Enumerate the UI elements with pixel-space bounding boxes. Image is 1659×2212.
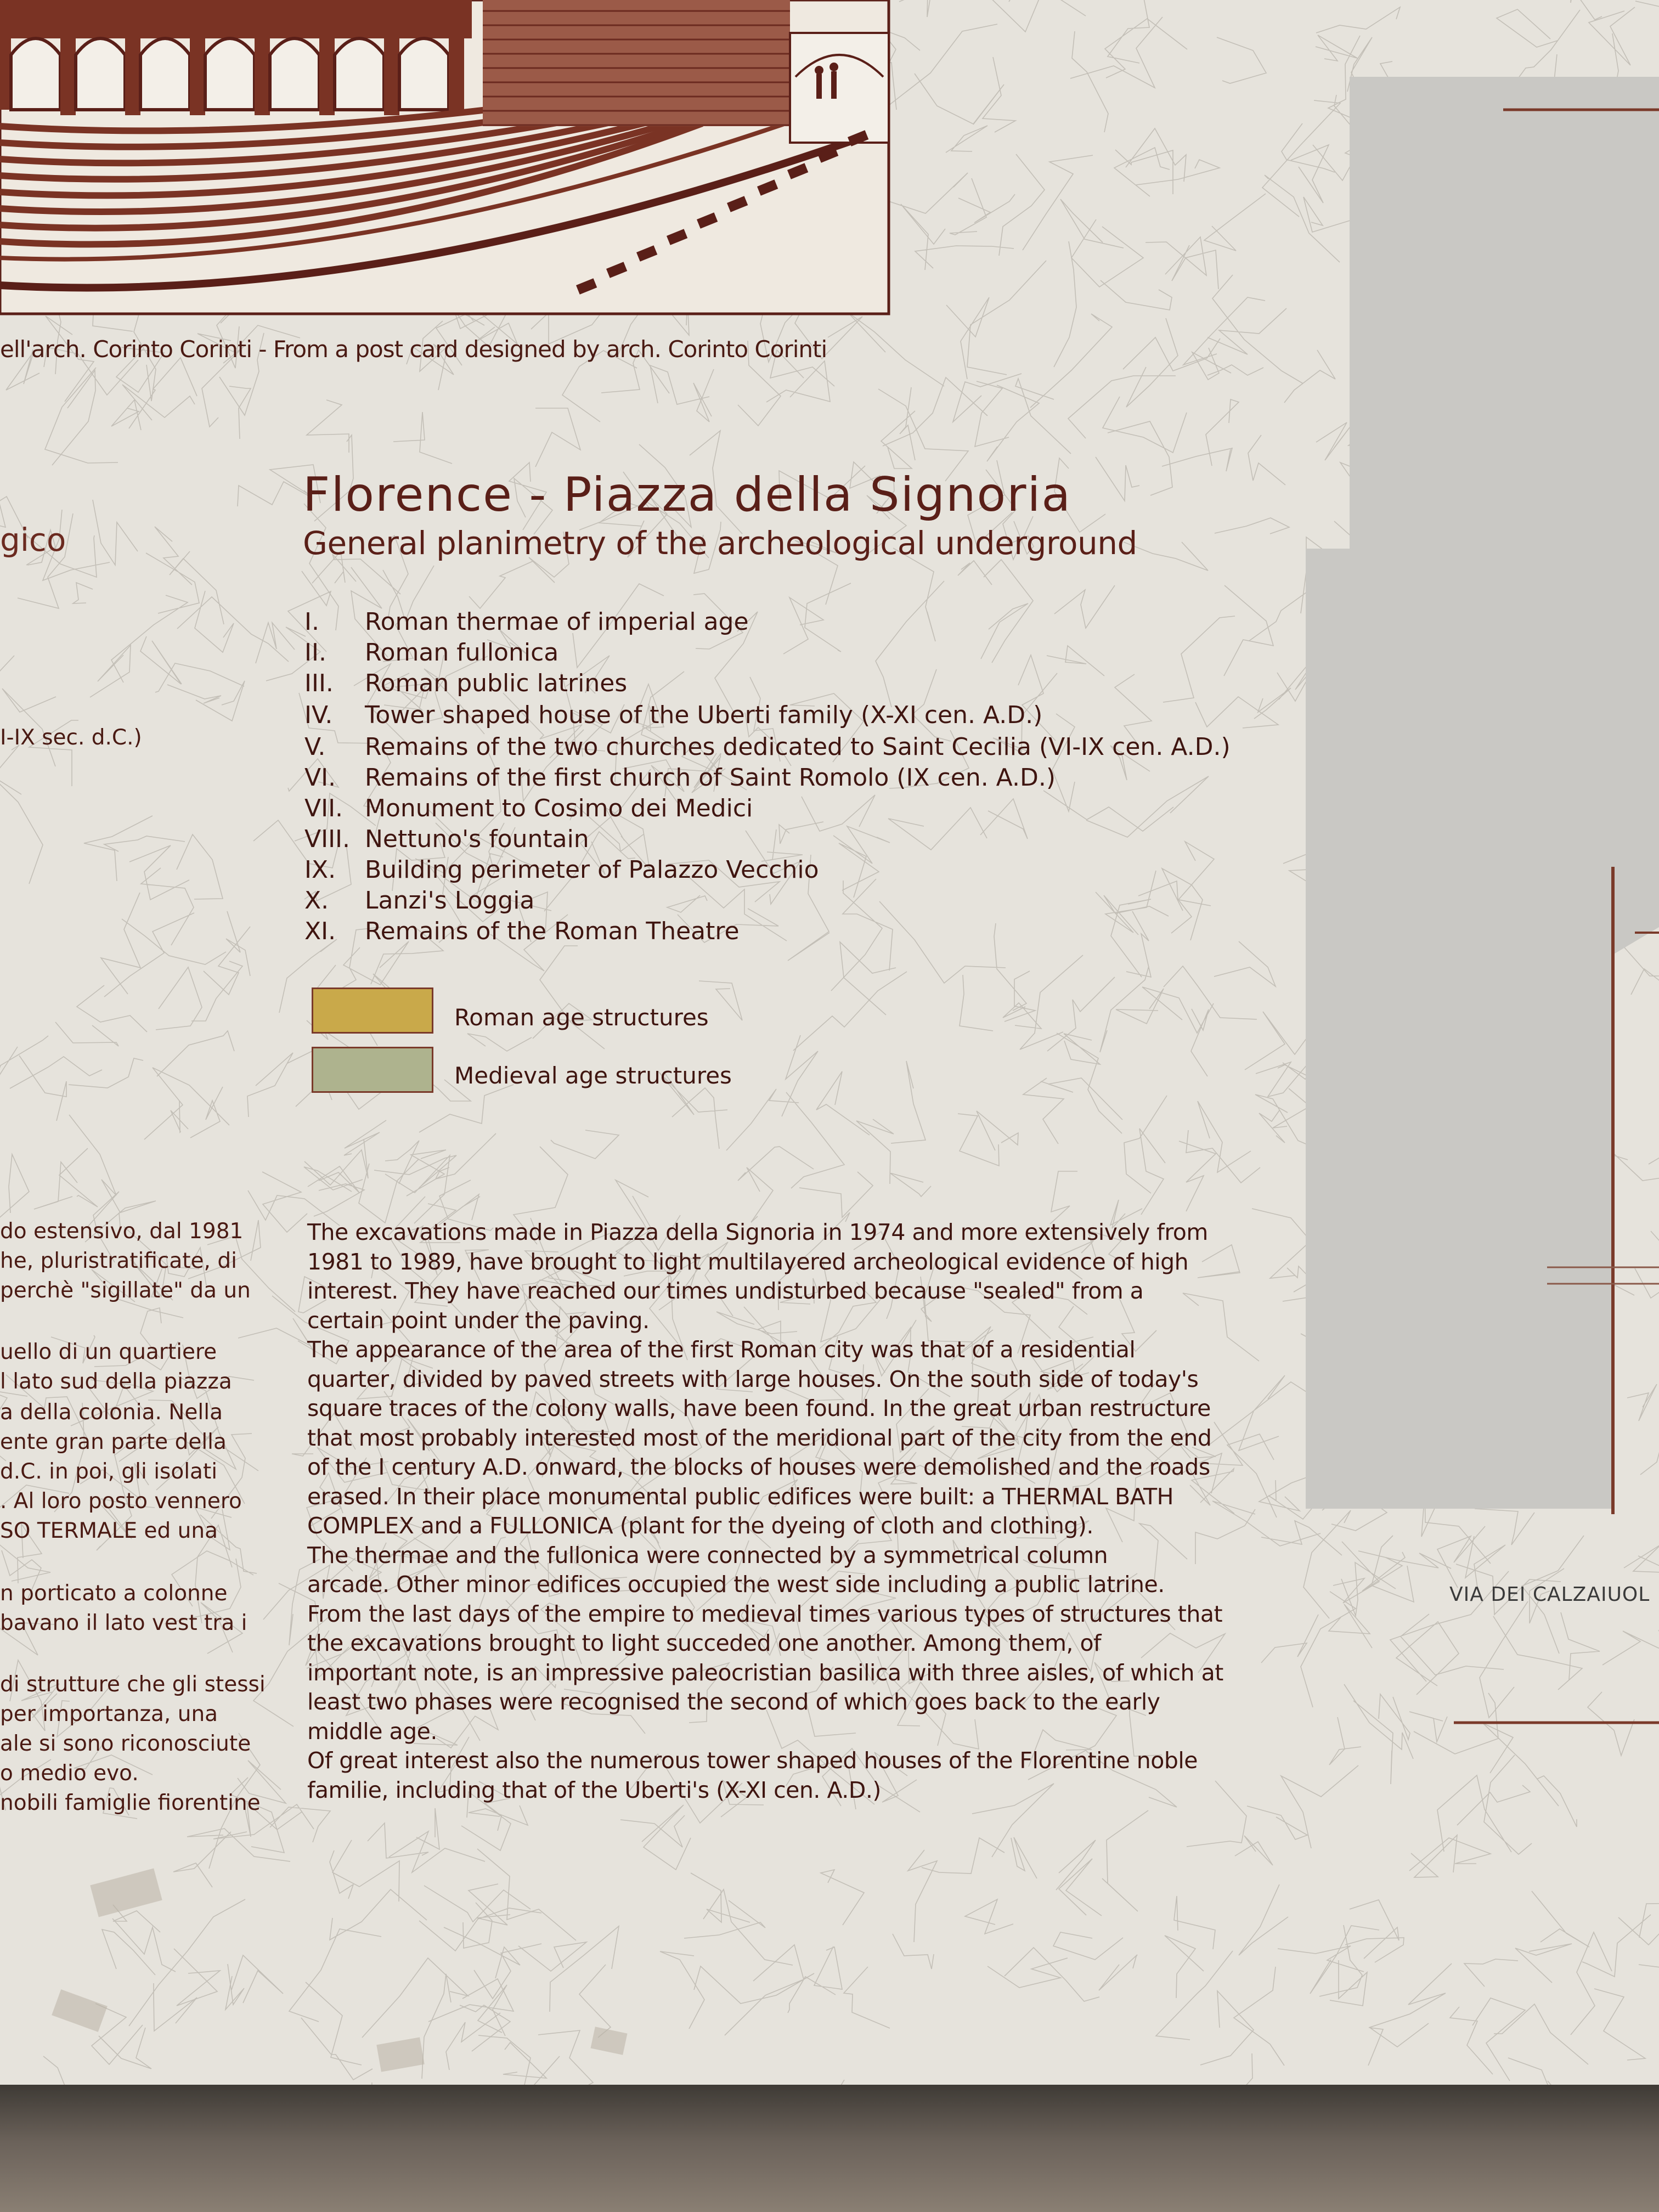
legend-item [304,733,1231,761]
body-text-line: From the last days of the empire to medieval times various types of structures that [307,1600,1223,1627]
body-text-line: middle age. [307,1718,437,1745]
legend-item-text: Nettuno's fountain [365,825,589,853]
legend-item-text: Tower shaped house of the Uberti family (X-XI cen. A.D.) [365,701,1043,729]
legend-item-numeral: V. [304,733,326,761]
body-text-line: the excavations brought to light succeded one another. Among them, of [307,1630,1101,1656]
italian-text-line: uello di un quartiere [0,1340,217,1364]
legend-item [304,764,1056,792]
legend-item-numeral: VI. [304,764,336,792]
italian-text-line: n porticato a colonne [0,1581,228,1606]
body-text-line: The appearance of the area of the first Roman city was that of a residential [307,1336,1136,1363]
italian-text-line: di strutture che gli stessi [0,1672,266,1697]
body-text-line: COMPLEX and a FULLONICA (plant for the dyeing of cloth and clothing). [307,1513,1093,1539]
legend-item [304,669,627,697]
medieval-age-swatch [312,1047,433,1093]
engraving-illustration [0,0,900,318]
italian-text-line: bavano il lato vest tra i [0,1611,247,1635]
italian-text-line: d.C. in poi, gli isolati [0,1459,218,1484]
left-fragment-line: I-IX sec. d.C.) [0,725,142,750]
body-text-line: 1981 to 1989, have brought to light multilayered archeological evidence of high [307,1248,1189,1275]
body-text-line: interest. They have reached our times undisturbed because "sealed" from a [307,1278,1144,1304]
body-text-line: The thermae and the fullonica were connected by a symmetrical column [307,1542,1108,1568]
legend-item-text: Remains of the two churches dedicated to Saint Cecilia (VI-IX cen. A.D.) [365,733,1231,761]
body-text-line: square traces of the colony walls, have been found. In the great urban restructure [307,1395,1211,1421]
pavement-ground [0,2085,1659,2212]
body-text-line: quarter, divided by paved streets with large houses. On the south side of today's [307,1365,1199,1392]
legend-item-numeral: VII. [304,794,343,822]
legend-item-text: Lanzi's Loggia [365,887,535,915]
italian-text-line: nobili famiglie fiorentine [0,1791,261,1815]
legend-item-numeral: XI. [304,917,336,945]
body-text-line: The excavations made in Piazza della Signoria in 1974 and more extensively from [307,1219,1208,1245]
legend-item [304,608,749,636]
left-heading-fragment: gico [0,521,66,558]
legend-item [304,794,753,822]
body-text-line: familie, including that of the Uberti's (X-XI cen. A.D.) [307,1776,881,1803]
page-title: Florence - Piazza della Signoria [303,467,1072,522]
body-text-line: important note, is an impressive paleocristian basilica with three aisles, of which at [307,1659,1223,1686]
body-text-line: certain point under the paving. [307,1307,650,1334]
street-label-via-dei-calzaiuoli: VIA DEI CALZAIUOL [1449,1583,1650,1606]
legend-item [304,887,534,915]
body-text-line: least two phases were recognised the second of which goes back to the early [307,1689,1160,1715]
site-map-fragment [1306,77,1659,1887]
italian-text-line: he, pluristratificate, di [0,1249,237,1273]
legend-item [304,825,589,853]
legend-item-text: Monument to Cosimo dei Medici [365,794,753,822]
italian-text-line: do estensivo, dal 1981 [0,1219,244,1244]
legend-item-numeral: II. [304,639,326,667]
legend-item [304,856,819,884]
legend-item-numeral: VIII. [304,825,351,853]
legend-item-numeral: III. [304,669,334,697]
italian-text-line: ale si sono riconosciute [0,1731,251,1756]
italian-text-line: o medio evo. [0,1761,139,1786]
medieval-age-label: Medieval age structures [454,1062,732,1089]
italian-text-line: a della colonia. Nella [0,1400,223,1425]
italian-text-line: perchè "sigillate" da un [0,1278,251,1303]
body-text-line: erased. In their place monumental public edifices were built: a THERMAL BATH [307,1483,1173,1510]
body-text-line: that most probably interested most of the meridional part of the city from the end [307,1424,1212,1451]
legend-item [304,639,558,667]
roman-age-swatch [312,988,433,1034]
roman-age-label: Roman age structures [454,1004,709,1031]
body-text-line: Of great interest also the numerous tower shaped houses of the Florentine noble [307,1747,1198,1774]
italian-text-line: l lato sud della piazza [0,1369,232,1394]
italian-text-line: . Al loro posto vennero [0,1489,242,1514]
legend-item-text: Roman thermae of imperial age [365,608,749,636]
legend-item-text: Remains of the first church of Saint Romolo (IX cen. A.D.) [365,764,1056,792]
legend-item-numeral: IV. [304,701,333,729]
italian-text-line: SO TERMALE ed una [0,1519,218,1543]
legend-item-text: Remains of the Roman Theatre [365,917,740,945]
legend-item [304,701,1042,729]
legend-item-text: Building perimeter of Palazzo Vecchio [365,856,819,884]
legend-item-text: Roman public latrines [365,669,628,697]
legend-item-text: Roman fullonica [365,639,559,667]
legend-item-numeral: X. [304,887,329,915]
legend-item-numeral: IX. [304,856,336,884]
italian-text-line: per importanza, una [0,1702,218,1726]
body-text-line: of the I century A.D. onward, the blocks of houses were demolished and the roads [307,1454,1210,1480]
body-text-line: arcade. Other minor edifices occupied the west side including a public latrine. [307,1571,1165,1598]
page-subtitle: General planimetry of the archeological underground [303,524,1137,562]
legend-item-numeral: I. [304,608,319,636]
illustration-caption: ell'arch. Corinto Corinti - From a post card designed by arch. Corinto Corinti [0,336,827,363]
legend-item [304,917,740,945]
italian-text-line: ente gran parte della [0,1430,227,1454]
